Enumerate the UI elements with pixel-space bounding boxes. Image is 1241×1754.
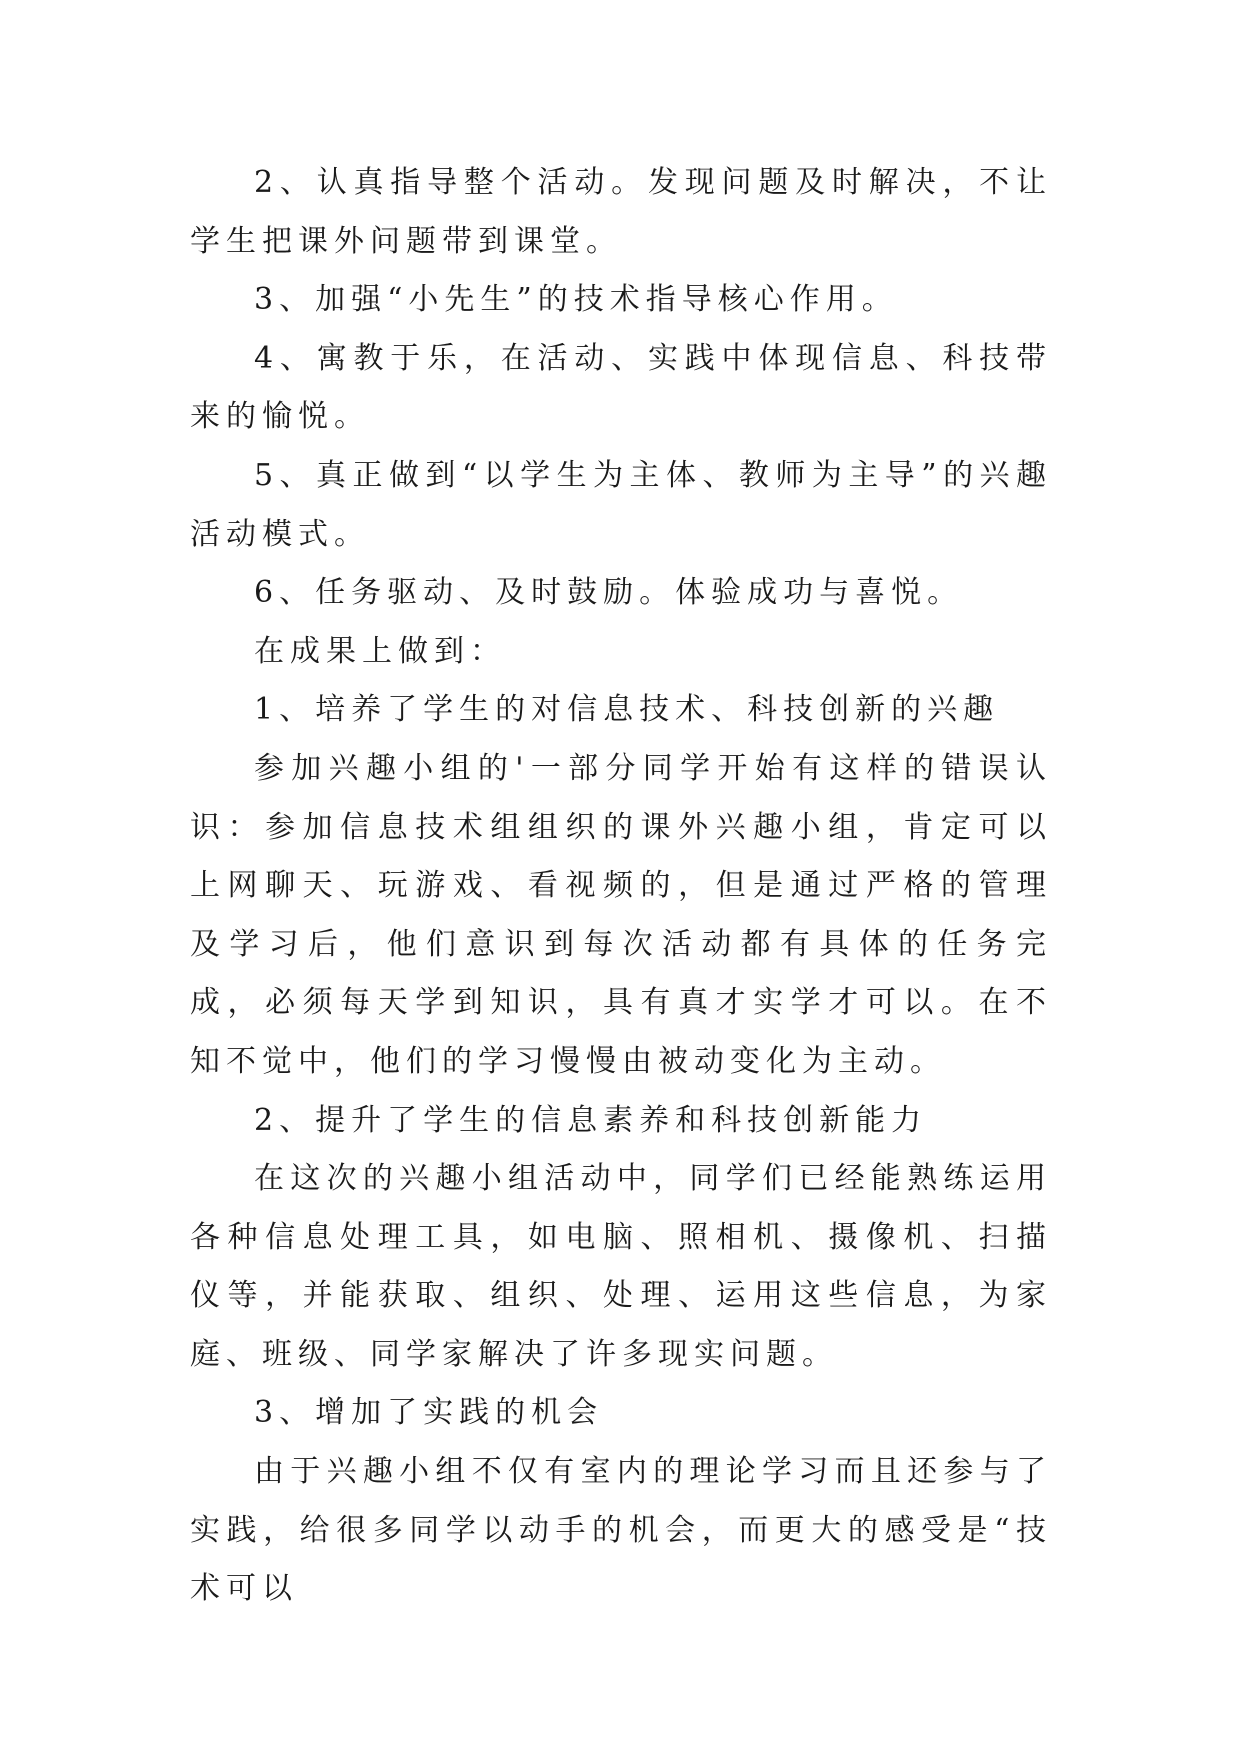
paragraph: 在这次的兴趣小组活动中，同学们已经能熟练运用各种信息处理工具，如电脑、照相机、摄像机、扫描仪等，并能获取、组织、处理、运用这些信息，为家庭、班级、同学家解决了许多现实问题。 [190, 1161, 1052, 1372]
paragraph: 在成果上做到： [254, 633, 506, 669]
paragraph: 3、加强“小先生”的技术指导核心作用。 [254, 282, 898, 318]
paragraph: 参加兴趣小组的'一部分同学开始有这样的错误认识：参加信息技术组组织的课外兴趣小组，肯定可以上网聊天、玩游戏、看视频的，但是通过严格的管理及学习后，他们意识到每次活动都有具体的任务完成，必须每天学到知识，具有真才实学才可以。在不知不觉中，他们的学习慢慢由被动变化为主动。 [190, 750, 1052, 1079]
paragraph: 3、增加了实践的机会 [254, 1395, 604, 1431]
document-body [190, 154, 1052, 1619]
paragraph: 5、真正做到“以学生为主体、教师为主导”的兴趣活动模式。 [190, 457, 1052, 552]
paragraph: 6、任务驱动、及时鼓励。体验成功与喜悦。 [254, 575, 964, 611]
paragraph: 4、寓教于乐，在活动、实践中体现信息、科技带来的愉悦。 [190, 340, 1052, 435]
paragraph: 由于兴趣小组不仅有室内的理论学习而且还参与了实践，给很多同学以动手的机会，而更大的感受是“技术可以 [190, 1454, 1052, 1607]
paragraph: 2、提升了学生的信息素养和科技创新能力 [254, 1102, 928, 1138]
paragraph: 2、认真指导整个活动。发现问题及时解决，不让学生把课外问题带到课堂。 [190, 165, 1052, 259]
paragraph: 1、培养了学生的对信息技术、科技创新的兴趣 [254, 692, 1000, 728]
